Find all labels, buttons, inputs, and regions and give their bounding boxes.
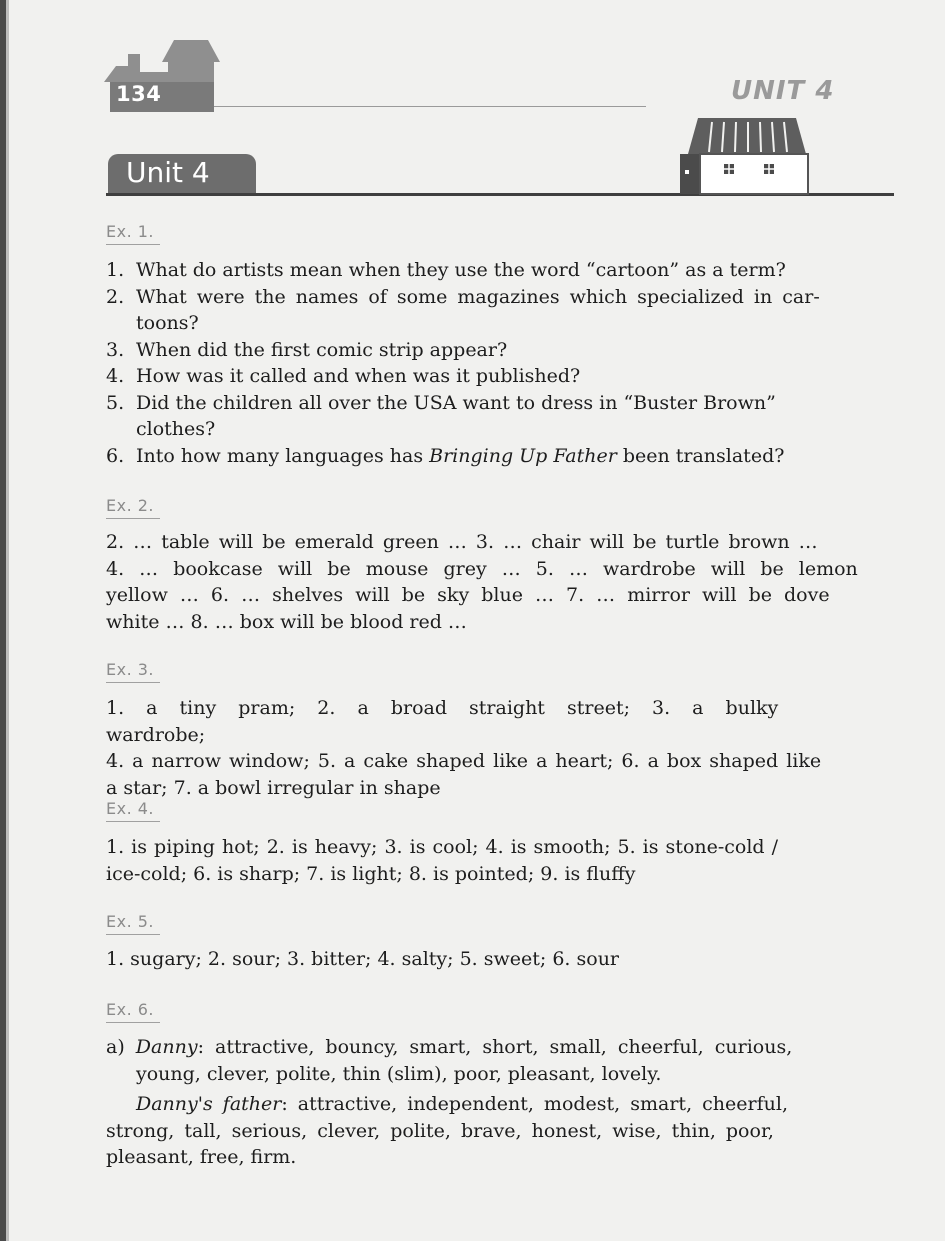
ex6-text: a) Danny: attractive, bouncy, smart, short, small, cheerful, curious, young, clever, polite, thin (slim), poor, pleasant, lovely. Danny's father: attractive, independent, modest, smart, cheerful, strong, tall, serious, clever, polite, brave, honest, wise, thin, poor, pleasant, free, firm. <box>106 1034 898 1171</box>
book-spine-edge <box>6 0 9 1241</box>
ex1-item: 3. When did the first comic strip appear? <box>106 338 508 361</box>
ex5-label: Ex. 5. <box>106 912 155 931</box>
ex3-label: Ex. 3. <box>106 660 155 679</box>
ex1-label: Ex. 1. <box>106 222 155 241</box>
ex1-item: 2. What were the names of some magazines which specialized in car- toons? <box>106 285 820 334</box>
ex6-father: Danny's father: attractive, independent, modest, smart, cheerful, <box>136 1093 788 1115</box>
ex2-text: 2. … table will be emerald green … 3. … chair will be turtle brown … 4. … bookcase will be mouse grey … 5. … wardrobe will be lemon yellow … 6. … shelves will be sky blue … 7. … mirror will be dove white … 8. … box will be blood red … <box>106 531 858 633</box>
unit-logo: UNIT 4 <box>731 76 835 106</box>
ex1-item: 5. Did the children all over the USA want to dress in “Buster Brown” clothes? <box>106 391 776 440</box>
ex6-label: Ex. 6. <box>106 1000 155 1019</box>
ex1-item: 6. Into how many languages has Bringing Up Father been translated? <box>106 444 785 467</box>
header-rule <box>214 106 646 107</box>
ex2-label: Ex. 2. <box>106 496 155 515</box>
house-illustration <box>676 110 814 196</box>
ex1-item: 1. What do artists mean when they use the word “cartoon” as a term? <box>106 259 786 281</box>
ex1-item: 4. How was it called and when was it published? <box>106 365 581 387</box>
ex3-text: 1. a tiny pram; 2. a broad straight street; 3. a bulky wardrobe; 4. a narrow window; 5. a cake shaped like a heart; 6. a box shaped like a star; 7. a bowl irregular in shape <box>106 697 822 799</box>
ex1-list <box>106 257 898 469</box>
ex6-danny: a) Danny: attractive, bouncy, smart, short, small, cheerful, curious, <box>106 1036 793 1058</box>
ex4-text: 1. is piping hot; 2. is heavy; 3. is cool; 4. is smooth; 5. is stone-cold / ice-cold; 6. is sharp; 7. is light; 8. is pointed; 9. is fluffy <box>106 836 779 885</box>
page-number: 134 <box>116 82 162 106</box>
unit-title: Unit 4 <box>126 156 210 189</box>
ex4-label: Ex. 4. <box>106 799 155 818</box>
ex5-text: 1. sugary; 2. sour; 3. bitter; 4. salty; 5. sweet; 6. sour <box>106 948 620 970</box>
